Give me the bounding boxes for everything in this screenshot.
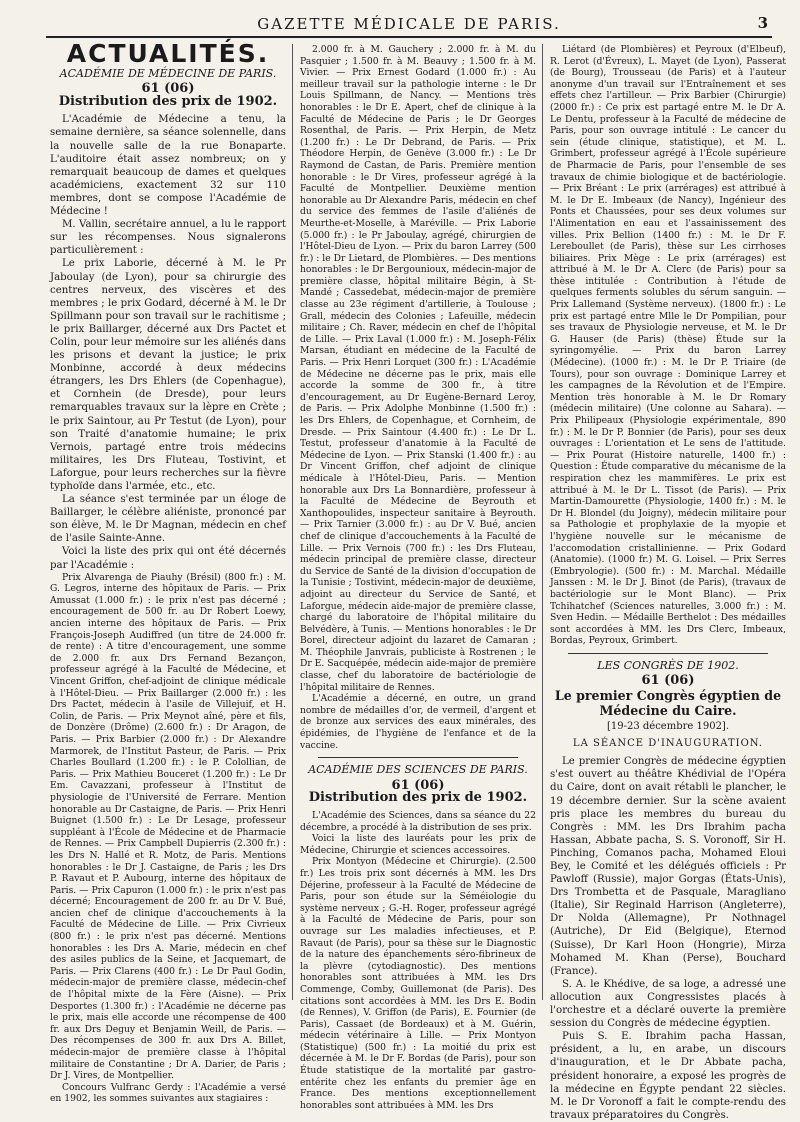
subsection-heading: LA SÉANCE D'INAUGURATION. bbox=[572, 737, 764, 749]
classification-code: 61 (06) bbox=[141, 81, 195, 97]
paragraph: L'Académie des Sciences, dans sa séance du 22 décembre, a procédé à la distribution de ses prix. bbox=[300, 810, 536, 833]
column-2 bbox=[300, 44, 536, 1111]
article-date: [19-23 décembre 1902]. bbox=[606, 721, 730, 733]
article-heading: Distribution des prix de 1902. bbox=[58, 93, 278, 109]
article-lead bbox=[50, 113, 286, 571]
section-subtitle: ACADÉMIE DES SCIENCES DE PARIS. bbox=[308, 763, 528, 777]
paragraph: Voici la liste des prix qui ont été décernés par l'Académie : bbox=[50, 546, 286, 571]
column-divider bbox=[542, 44, 543, 1000]
paragraph: 2.000 fr. à M. Gauchery ; 2.000 fr. à M. du Pasquier ; 1.500 fr. à M. Beauvy ; 1.500 fr. à M. Vivier. — Prix Ernest Godard (1.000 fr.) : Au meilleur travail sur la pathologie interne : le Dr Louis Spillmann, de Nancy. — Mentions très honorables : le Dr E. Apert, chef de clinique à la Faculté de Médecine de Paris ; le Dr Georges Rosenthal, de Paris. — Prix Herpin, de Metz (1.200 fr.) : Le Dr Debrand, de Paris. — Prix Théodore Herpin, de Genève (3.000 fr.) : Le Dr Raymond de Castan, de Paris. Première mention honorable : le Dr Vires, professeur agrégé à la Faculté de Montpellier. Deuxième mention honorable au Dr Alexandre Paris, médecin en chef du service des femmes de l'asile d'aliénés de Meurthe-et-Moselle, à Maréville. — Prix Laborie (5.000 fr.) : le Pr Jaboulay, agrégé, chirurgien de l'Hôtel-Dieu de Lyon. — Prix du baron Larrey (500 fr.) : le Dr Lietard, de Plombières. — Des mentions honorables : le Dr Bergounioux, médecin-major de première classe, hôpital militaire Bégin, à St-Mandé ; Cassedebat, médecin-major de première classe au 23e régiment d'artillerie, à Toulouse ; Grall, médecin des Colonies ; Lafeuille, médecin militaire ; Ch. Raver, médecin en chef de l'hôpital de Lille. — Prix Laval (1.000 fr.) : M. Joseph-Félix Marsan, étudiant en médecine de la Faculté de Paris. — Prix Henri Lorquet (300 fr.) : L'Académie de Médecine ne décerne pas le prix, mais elle accorde la somme de 300 fr., à titre d'encouragement, au Dr Eugène-Bernard Leroy, de Paris. — Prix Adolphe Monbinne (1.500 fr.) : les Drs Ehlers, de Copenhague, et Cornheim, de Dresde. — Prix Saintour (4.400 fr.) : Le Dr L. Testut, professeur d'anatomie à la Faculté de Médecine de Lyon. — Prix Stanski (1.400 fr.) : au Dr Vincent Griffon, chef adjoint de clinique médicale à l'Hôtel-Dieu, Paris. — Mention honorable aux Drs La Bonnardière, professeur à la Faculté de Médecine de Beyrouth et Xanthopoulides, inspecteur sanitaire à Beyrouth. — Prix Tarnier (3.000 fr.) : au Dr V. Bué, ancien chef de clinique d'accouchements à la Faculté de Lille. — Prix Vernois (700 fr.) : les Drs Fluteau, médecin principal de première classe, directeur du Service de Santé de la division d'occupation de la Tunisie ; Tostivint, médecin-major de deuxième, adjoint au directeur du Service de Santé, et Laforgue, médecin aide-major de première classe, chargé du laboratoire de l'hôpital militaire du Belvédère, à Tunis. — Mentions honorables : le Dr Borel, directeur adjoint du lazaret de Camaran ; M. Théophile Janvrais, publiciste à Rostrenen ; le Dr E. Sacquépée, médecin aide-major de première classe, chef du laboratoire de bactériologie de l'hôpital militaire de Rennes. bbox=[300, 44, 536, 693]
classification-code: 61 (06) bbox=[391, 777, 445, 793]
classification-code: 61 (06) bbox=[641, 673, 695, 689]
article-heading: Le premier Congrès égyptien de Médecine du Caire. bbox=[554, 688, 782, 719]
paragraph: Le prix Laborie, décerné à M. le Pr Jaboulay (de Lyon), pour sa chirurgie des centres nerveux, des viscères et des membres ; le prix Godard, décerné à M. le Dr Spillmann pour son travail sur le rachitisme ; le prix Baillarger, décerné aux Drs Pactet et Colin, pour leur mémoire sur les aliénés dans les prisons et devant la justice; le prix Monbinne, accordé à deux médecins étrangers, les Drs Ehlers (de Copenhague), et Cornhein (de Dresde), pour leurs remarquables travaux sur la lèpre en Crète ; le prix Saintour, au Pr Testut (de Lyon), pour son Traité d'anatomie humaine; le prix Vernois, partagé entre trois médecins militaires, les Drs Fluteau, Tostivint, et Laforgue, pour leurs recherches sur la fièvre typhoïde dans l'armée, etc., etc. bbox=[50, 258, 286, 492]
running-header bbox=[46, 14, 772, 38]
paragraph: L'Académie a décerné, en outre, un grand nombre de médailles d'or, de vermeil, d'argent et de bronze aux services des eaux minérales, des épidémies, de l'hygiène de l'enfance et de la vaccine. bbox=[300, 693, 536, 751]
paragraph: Liétard (de Plombières) et Peyroux (d'Elbeuf), R. Lerot (d'Évreux), L. Mayet (de Lyon), Passerat (de Bourg), Trousseau (de Paris) et à l'auteur anonyme d'un travail sur l'Entraînement et ses effets chez l'artilleur. — Prix Barbier (Chirurgie) (2000 fr.) : Ce prix est partagé entre M. le Dr A. Le Dentu, professeur à la Faculté de médecine de Paris, pour son ouvrage intitulé : Le cancer du sein (étude clinique, statistique), et M. L. Grimbert, professeur agrégé à l'École supérieure de Pharmacie de Paris, pour l'ensemble de ses travaux de chimie biologique et de bactériologie. — Prix Bréant : Le prix (arrérages) est attribué à M. le Dr E. Imbeaux (de Nancy), Ingénieur des Ponts et Chaussées, pour ses deux volumes sur l'Alimentation en eau et l'assainissement des villes. Prix Bellion (1400 fr.) : M. le Dr F. Lereboullet (de Paris), thèse sur Les cirrhoses biliaires. Prix Mège : Le prix (arrérages) est attribué à M. le Dr A. Clerc (de Paris) pour sa thèse intitulée : Contribution à l'étude de quelques ferments solubles du sérum sanguin. — Prix Lallemand (Système nerveux). (1800 fr.) : Le prix est partagé entre Mlle le Dr Pompilian, pour ses travaux de Physiologie nerveuse, et M. le Dr G. Hauser (de Paris) (thèse) Étude sur la syringomyélie. — Prix du baron Larrey (Médecine). (1000 fr.) : M. le Dr P. Triaire (de Tours), pour son ouvrage : Dominique Larrey et les campagnes de la Révolution et de l'Empire. Mention très honorable à M. le Dr Romary (médecin militaire) (Une colonne au Sahara). — Prix Philipeaux (Physiologie expérimentale, 890 fr.) : M. le Dr P. Bonnier (de Paris), pour ses deux ouvrages : L'orientation et Le sens de l'attitude. — Prix Pourat (Histoire naturelle, 1400 fr.) : Question : Étude comparative du mécanisme de la respiration chez les mammifères. Le prix est attribué à M. le Dr L. Tissot (de Paris). — Prix Martin-Damourette (Physiologie, 1400 fr.) : M. le Dr H. Blondel (du Joigny), médecin militaire pour sa Pathologie et prophylaxie de la myopie et l'hygiène nouvelle sur le mécanisme de l'accomodation cristallinienne. — Prix Godard (Anatomie). (1000 fr.) M. G. Loisel. — Prix Serres (Embryologie). (500 fr.) : M. Marchal. Médaille Janssen : M. le Dr J. Binot (de Paris), (travaux de bactériologie sur le Mont Blanc). — Prix Tchihatchef (Sciences naturelles, 3.000 fr.) : M. Sven Hedin. — Médaille Berthelot : Des médailles sont accordées à MM. les Drs Clerc, Imbeaux, Bordas, Peyroux, Grimbert. bbox=[550, 44, 786, 647]
section-subtitle: ACADÉMIE DE MÉDECINE DE PARIS. bbox=[59, 66, 277, 80]
page-number: 3 bbox=[757, 14, 768, 32]
paragraph: Concours Vulfranc Gerdy : l'Académie a versé en 1902, les sommes suivantes aux stagiaires : bbox=[50, 1081, 286, 1105]
paragraph: L'Académie de Médecine a tenu, la semaine dernière, sa séance solennelle, dans la nouvelle salle de la rue Bonaparte. L'auditoire était assez nombreux; on y remarquait beaucoup de dames et quelques académiciens, exactement 32 sur 110 membres, dont se compose l'Académie de Médecine ! bbox=[50, 114, 286, 218]
section-title: ACTUALITÉS. bbox=[66, 39, 270, 68]
paragraph: Puis S. E. Ibrahim pacha Hassan, président, a lu, en arabe, un discours d'inauguration, et le Dr Abbate pacha, président honoraire, a exposé les progrès de la médecine en Égypte pendant 22 siècles. M. le Dr Voronoff a fait le compte-rendu des travaux préparatoires du Congrès. bbox=[550, 1031, 786, 1121]
column-3 bbox=[550, 44, 786, 1121]
section-divider bbox=[318, 757, 518, 758]
paragraph: Prix Montyon (Médecine et Chirurgie). (2.500 fr.) Les trois prix sont décernés à MM. les Drs Déjerine, professeur à la Faculté de Médecine de Paris, pour son étude sur la Séméiologie du système nerveux ; G.-H. Roger, professeur agrégé à la Faculté de Médecine de Paris, pour son ouvrage sur Les maladies infectieuses, et P. Ravaut (de Paris), pour sa thèse sur le Diagnostic de la nature des épanchements séro-fibrineux de la plèvre (cytodiagnostic). Des mentions honorables sont attribuées à MM. les Drs Commenge, Comby, Guillemonat (de Paris). Des citations sont accordées à MM. les Drs E. Bodin (de Rennes), V. Griffon (de Paris), E. Fournier (de Paris), Cassaet (de Bordeaux) et à M. Guérin, médecin vétérinaire à Lille. — Prix Montyon (Statistique) (500 fr.) : La moitié du prix est décernée à M. le Dr F. Bordas (de Paris), pour son Étude statistique de la mortalité par gastro-entérite chez les enfants du premier âge en France. Des mentions exceptionnellement honorables sont attribuées à MM. les Drs bbox=[300, 856, 536, 1111]
paragraph: S. A. le Khédive, de sa loge, a adressé une allocution aux Congressistes placés à l'orchestre et a déclaré ouverte la première session du Congrès de médecine égyptien. bbox=[550, 978, 786, 1030]
article-body bbox=[550, 755, 786, 1122]
section-divider bbox=[568, 653, 768, 654]
paragraph: Voici la liste des lauréats pour les prix de Médecine, Chirurgie et sciences accessoires. bbox=[300, 833, 536, 856]
article-heading: Distribution des prix de 1902. bbox=[308, 790, 528, 806]
paragraph: La séance s'est terminée par un éloge de Baillarger, le célèbre aliéniste, prononcé par son élève, M. le Dr Magnan, médecin en chef de l'asile Sainte-Anne. bbox=[50, 494, 286, 545]
paragraph: Prix Alvarenga de Piauhy (Brésil) (800 fr.) : M. G. Legros, interne des hôpitaux de Paris. — Prix Amussat (1.000 fr.) : le prix n'est pas décerné ; encouragement de 500 fr. au Dr Robert Loewy, ancien interne des hôpitaux de Paris. — Prix François-Joseph Audiffred (un titre de 24.000 fr. de rente) : A titre d'encouragement, une somme de 2.000 fr. aux Drs Fernand Bezançon, professeur agrégé à la Faculté de Médecine, et Vincent Griffon, chef-adjoint de clinique médicale à l'Hôtel-Dieu. — Prix Baillarger (2.000 fr.) : les Drs Pactet, médecin à l'asile de Villejuif, et H. Colin, de Paris. — Prix Meynot aîné, père et fils, de Donzère (Drôme) (2.600 fr.) : Dr Aragon, de Paris. — Prix Barbier (2.000 fr.) : Dr Alexandre Marmorek, de l'Institut Pasteur, de Paris. — Prix Charles Boullard (1.200 fr.) : le P. Colollian, de Paris. — Prix Mathieu Bouceret (1.200 fr.) : Le Dr Em. Cavazzani, professeur à l'Institut de physiologie de l'Université de Ferrare. Mention honorable au Dr Castaigne, de Paris. — Prix Henri Buignet (1.500 fr.) : Le Dr Lesage, professeur suppléant à l'École de Médecine et de Pharmacie de Rennes. — Prix Campbell Dupierris (2.300 fr.) : les Drs N. Hallé et R. Motz, de Paris. Mentions honorables : le Dr J. Castaigne, de Paris ; les Drs P. Ravaut et P. Aubourg, interne des hôpitaux de Paris. — Prix Capuron (1.000 fr.) : le prix n'est pas décerné; Encouragement de 200 fr. au Dr V. Bué, ancien chef de clinique d'accouchements à la Faculté de Médecine de Lille. — Prix Civrieux (800 fr.) : le prix n'est pas décerné. Mentions honorables : les Drs A. Marie, médecin en chef des asiles publics de la Seine, et Jacquemart, de Paris. — Prix Clarens (400 fr.) : Le Dr Paul Godin, médecin-major de première classe, médecin-chef de l'hôpital mixte de la Fère (Aisne). — Prix Desportes (1.300 fr.) : l'Académie ne décerne pas le prix, mais elle accorde une récompense de 400 fr. aux Drs Deguy et Benjamin Weill, de Paris. — Des récompenses de 300 fr. aux Drs A. Billet, médecin-major de première classe à l'hôpital militaire de Constantine ; Dr A. Darier, de Paris ; Dr J. Vires, de Montpellier. bbox=[50, 571, 286, 1082]
section-subtitle: LES CONGRÈS DE 1902. bbox=[597, 658, 739, 672]
paragraph: M. Vallin, secrétaire annuel, a lu le rapport sur les récompenses. Nous signalerons particulièrement : bbox=[50, 219, 286, 257]
journal-title: GAZETTE MÉDICALE DE PARIS. bbox=[257, 15, 561, 33]
paragraph: Le premier Congrès de médecine égyptien s'est ouvert au théâtre Khédivial de l'Opéra du Caire, dont on avait rétabli le plancher, le 19 décembre dernier. Sur la scène avaient pris place les membres du bureau du Congrès : MM. les Drs Ibrahim pacha Hassan, Abbate pacha, S. S. Voronoff, Sir H. Pinching, Comanos pacha, Mohamed Eloui Bey, le Comité et les délégués officiels : Pr Pawloff (Russie), major Gorgas (États-Unis), Drs Trombetta et de Pasquale, Maragliano (Italie), Sir Reginald Harrison (Angleterre), Dr Nolda (Allemagne), Pr Nothnagel (Autriche), Dr Eid (Belgique), Eternod (Suisse), Dr Karl Hoon (Hongrie), Mirza Mohamed M. Khan (Perse), Bouchard (France). bbox=[550, 756, 786, 977]
column-divider bbox=[292, 44, 293, 1000]
column-1 bbox=[50, 39, 286, 1105]
